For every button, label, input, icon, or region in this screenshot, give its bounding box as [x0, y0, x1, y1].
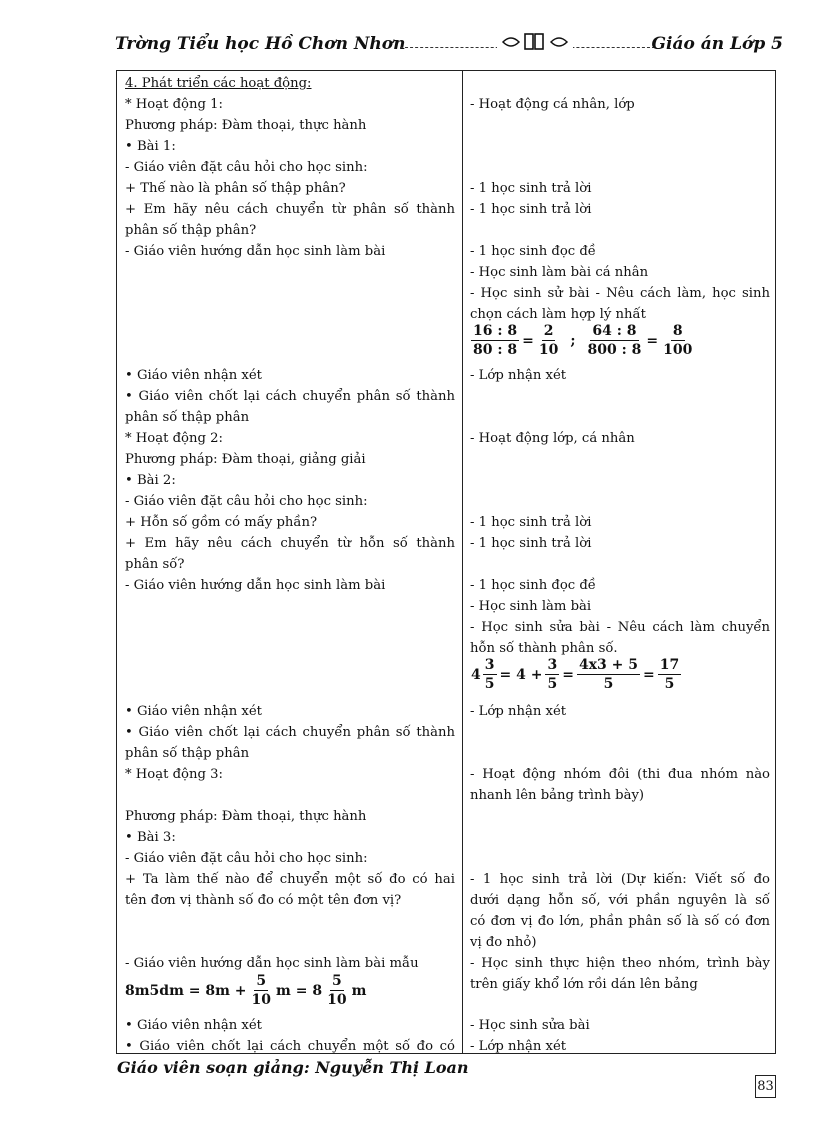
- teacher-summary-3: • Giáo viên chốt lại cách chuyển một số đo có: [125, 1039, 455, 1054]
- teacher-guide-1: - Giáo viên hướng dẫn học sinh làm bài: [125, 244, 386, 259]
- student-read-1: - 1 học sinh đọc đề: [470, 244, 596, 259]
- lesson-table: [116, 70, 776, 1054]
- teacher-guide-3: - Giáo viên hướng dẫn học sinh làm bài mẫu: [125, 956, 419, 971]
- student-work-1: - Học sinh làm bài cá nhân: [470, 265, 649, 280]
- question-3-cont: tên đơn vị thành số đo có một tên đơn vị?: [125, 893, 402, 908]
- book-ornament-icon: [497, 30, 573, 54]
- student-answer-3-line2: dưới dạng hỗn số, với phần nguyên là số: [470, 893, 770, 908]
- lesson-plan-title: Giáo án Lớp 5: [651, 34, 783, 54]
- teacher-guide-2: - Giáo viên hướng dẫn học sinh làm bài: [125, 578, 386, 593]
- student-answer-2b: - 1 học sinh trả lời: [470, 536, 592, 551]
- teacher-summary-2-cont: phân số thập phân: [125, 746, 250, 761]
- class-review-3: - Lớp nhận xét: [470, 1039, 567, 1054]
- fraction-formula-1: $\frac{16 : 8}{80 : 8}$ = $\frac{2}{10}$ ; $\frac{64 : 8}{800 : 8}$ = $\frac{8}{100}$: [473, 323, 693, 358]
- teacher-summary-1: • Giáo viên chốt lại cách chuyển phân số thành: [125, 389, 455, 404]
- student-fix-2: - Học sinh sửa bài - Nêu cách làm chuyển: [470, 620, 770, 635]
- question-1b: + Em hãy nêu cách chuyển từ phân số thành: [125, 202, 455, 217]
- student-group-work-cont: trên giấy khổ lớn rồi dán lên bảng: [470, 977, 698, 992]
- question-3: + Ta làm thế nào để chuyển một số đo có hai: [125, 872, 455, 887]
- page-header: [115, 30, 783, 64]
- method-2: Phương pháp: Đàm thoại, giảng giải: [125, 452, 366, 467]
- page-number: 83: [755, 1075, 776, 1098]
- teacher-review-3: • Giáo viên nhận xét: [125, 1018, 262, 1033]
- student-fix-2-cont: hỗn số thành phân số.: [470, 641, 618, 656]
- unit-conversion-formula: 8m5dm = 8m + $\frac{5}{10}$ m = 8 $\frac{5}{10}$ m: [125, 973, 367, 1008]
- activity-3-heading: * Hoạt động 3:: [125, 767, 223, 782]
- method-3: Phương pháp: Đàm thoại, thực hành: [125, 809, 367, 824]
- activity-2-heading: * Hoạt động 2:: [125, 431, 223, 446]
- class-review-2: - Lớp nhận xét: [470, 704, 567, 719]
- column-divider: [462, 71, 463, 1053]
- question-2b-cont: phân số?: [125, 557, 185, 572]
- teacher-summary-1-cont: phân số thập phân: [125, 410, 250, 425]
- student-answer-1b: - 1 học sinh trả lời: [470, 202, 592, 217]
- student-fix-3: - Học sinh sửa bài: [470, 1018, 590, 1033]
- question-1a: + Thế nào là phân số thập phân?: [125, 181, 346, 196]
- question-1b-cont: phân số thập phân?: [125, 223, 257, 238]
- student-activity-3-cont: nhanh lên bảng trình bày): [470, 788, 645, 803]
- question-2a: + Hỗn số gồm có mấy phần?: [125, 515, 318, 530]
- student-activity-3: - Hoạt động nhóm đôi (thi đua nhóm nào: [470, 767, 770, 782]
- teacher-question-1: - Giáo viên đặt câu hỏi cho học sinh:: [125, 160, 368, 175]
- student-group-work: - Học sinh thực hiện theo nhóm, trình bày: [470, 956, 770, 971]
- student-answer-3-line4: vị đo nhỏ): [470, 935, 537, 950]
- teacher-review-2: • Giáo viên nhận xét: [125, 704, 262, 719]
- student-answer-2a: - 1 học sinh trả lời: [470, 515, 592, 530]
- student-answer-3-line3: có đơn vị đo lớn, phần phân số là số có đơn: [470, 914, 770, 929]
- exercise-1: • Bài 1:: [125, 139, 176, 154]
- student-read-2: - 1 học sinh đọc đề: [470, 578, 596, 593]
- method-1: Phương pháp: Đàm thoại, thực hành: [125, 118, 367, 133]
- school-name: Trờng Tiểu học Hồ Chơn Nhơn: [115, 34, 406, 54]
- student-fix-1-cont: chọn cách làm hợp lý nhất: [470, 307, 646, 322]
- section-title: 4. Phát triển các hoạt động:: [125, 76, 312, 91]
- teacher-question-3: - Giáo viên đặt câu hỏi cho học sinh:: [125, 851, 368, 866]
- question-2b: + Em hãy nêu cách chuyển từ hỗn số thành: [125, 536, 455, 551]
- student-fix-1: - Học sinh sử bài - Nêu cách làm, học sinh: [470, 286, 770, 301]
- activity-1-heading: * Hoạt động 1:: [125, 97, 223, 112]
- author-credit: Giáo viên soạn giảng: Nguyễn Thị Loan: [117, 1058, 469, 1077]
- teacher-summary-2: • Giáo viên chốt lại cách chuyển phân số thành: [125, 725, 455, 740]
- student-answer-3: - 1 học sinh trả lời (Dự kiến: Viết số đo: [470, 872, 770, 887]
- student-answer-1a: - 1 học sinh trả lời: [470, 181, 592, 196]
- student-activity-2: - Hoạt động lớp, cá nhân: [470, 431, 635, 446]
- student-activity-1: - Hoạt động cá nhân, lớp: [470, 97, 635, 112]
- student-work-2: - Học sinh làm bài: [470, 599, 592, 614]
- mixed-number-formula: 4 $\frac{3}{5}$ = 4 + $\frac{3}{5}$ = $\frac{4x3 + 5}{5}$ = $\frac{17}{5}$: [471, 657, 680, 692]
- exercise-2: • Bài 2:: [125, 473, 176, 488]
- class-review-1: - Lớp nhận xét: [470, 368, 567, 383]
- teacher-review-1: • Giáo viên nhận xét: [125, 368, 262, 383]
- teacher-question-2: - Giáo viên đặt câu hỏi cho học sinh:: [125, 494, 368, 509]
- exercise-3: • Bài 3:: [125, 830, 176, 845]
